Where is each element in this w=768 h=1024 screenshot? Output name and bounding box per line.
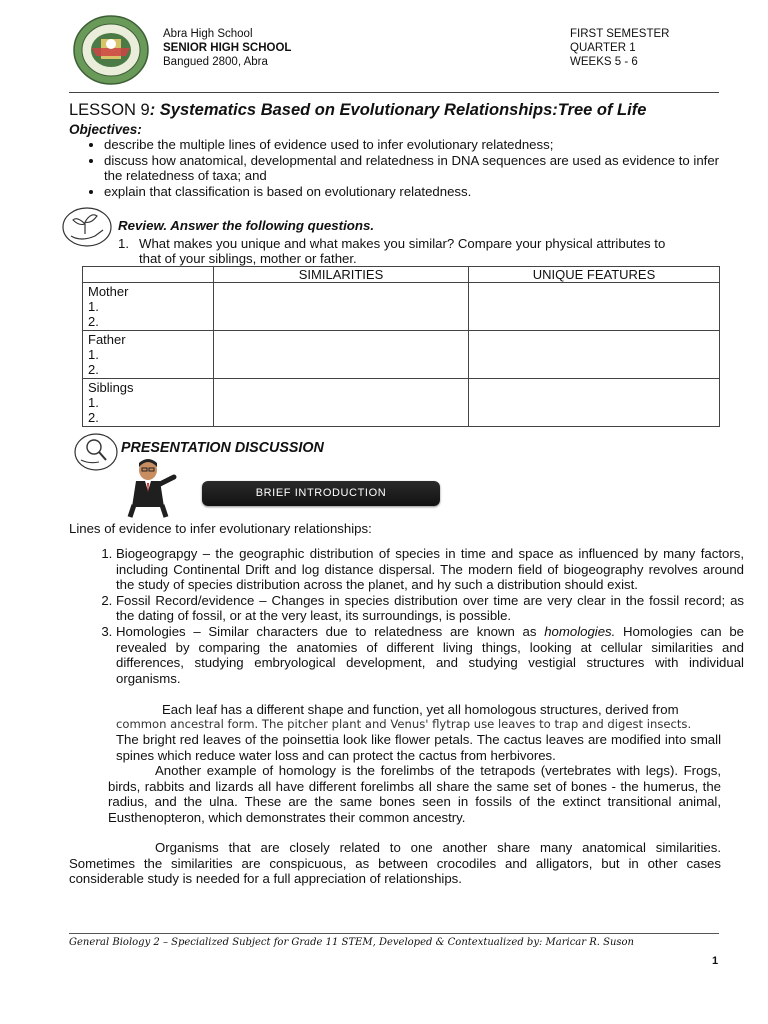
seedling-hand-icon xyxy=(61,206,113,248)
row-number: 1. xyxy=(88,299,99,314)
row-number: 2. xyxy=(88,314,99,329)
presentation-heading: PRESENTATION DISCUSSION xyxy=(121,440,324,456)
objectives-heading: Objectives: xyxy=(69,122,142,137)
forelimb-paragraph: Another example of homology is the forelimbs of the tetrapods (vertebrates with legs). Frogs, birds, rabbits and lizards all have different forelimbs all share the same set of bones - the humerus, the radius, and the ulna. These are the same bones seen in fossils of the extinct transitional animal, Eusthenopteron, which demonstrates their common ancestry. xyxy=(108,763,721,825)
table-header-row xyxy=(83,267,720,283)
magnifier-hand-icon xyxy=(73,432,119,472)
answer-cell[interactable] xyxy=(214,283,469,331)
table-row-label xyxy=(83,331,214,379)
page-number: 1 xyxy=(712,955,719,967)
school-block xyxy=(163,27,291,69)
footer-divider xyxy=(69,933,719,934)
table-header-empty xyxy=(83,267,214,283)
leaf-paragraph-rest: The bright red leaves of the poinsettia look like flower petals. The cactus leaves are modified into small spines which reduce water loss and can protect the cactus from herbivores. xyxy=(116,732,721,763)
comparison-table xyxy=(82,266,720,427)
row-number: 2. xyxy=(88,362,99,377)
school-name: Abra High School xyxy=(163,28,253,40)
brief-introduction-banner: BRIEF INTRODUCTION xyxy=(202,481,440,506)
weeks-label: WEEKS 5 - 6 xyxy=(570,56,638,68)
school-division: SENIOR HIGH SCHOOL xyxy=(163,42,292,54)
answer-cell[interactable] xyxy=(469,283,720,331)
teacher-character-icon xyxy=(118,457,178,519)
table-header-similarities: SIMILARITIES xyxy=(214,267,469,283)
table-row xyxy=(83,283,720,331)
review-question-line2: that of your siblings, mother or father. xyxy=(139,251,357,266)
row-number: 2. xyxy=(88,410,99,425)
row-number: 1. xyxy=(88,395,99,410)
review-heading: Review. Answer the following questions. xyxy=(118,218,375,233)
lesson-title xyxy=(69,101,646,120)
evidence-item: 1. Biogeograpgy – the geographic distribution of species in time and space as influenced by many factors, including Continental Drift and log distance dispersal. The modern field of biogeography revolves around the study of species distribution across the planet, and hy such a distribution should exist. xyxy=(116,546,744,593)
objective-item: • discuss how anatomical, developmental and relatedness in DNA sequences are used as evidence to infer the relatedness of taxa; and xyxy=(104,153,724,184)
evidence-intro: Lines of evidence to infer evolutionary relationships: xyxy=(69,521,372,536)
evidence-item: 2. Fossil Record/evidence – Changes in species distribution over time are very clear in the fossil record; as the dating of fossil, or at the very least, its surroundings, is possible. xyxy=(116,593,744,624)
objective-item: • describe the multiple lines of evidence used to infer evolutionary relatedness; xyxy=(104,137,724,153)
row-label-mother: Mother xyxy=(88,284,129,299)
review-question-line1: What makes you unique and what makes you similar? Compare your physical attributes to xyxy=(139,236,666,251)
header-divider xyxy=(69,92,719,93)
table-header-unique: UNIQUE FEATURES xyxy=(469,267,720,283)
answer-cell[interactable] xyxy=(469,379,720,427)
answer-cell[interactable] xyxy=(214,331,469,379)
table-row xyxy=(83,379,720,427)
evidence-item xyxy=(116,624,744,686)
footer-credit: General Biology 2 – Specialized Subject for Grade 11 STEM, Developed & Contextualized by: Maricar R. Suson xyxy=(69,937,634,948)
answer-cell[interactable] xyxy=(214,379,469,427)
school-address: Bangued 2800, Abra xyxy=(163,56,268,68)
semester-label: FIRST SEMESTER xyxy=(570,28,670,40)
row-label-father: Father xyxy=(88,332,126,347)
closing-paragraph: Organisms that are closely related to one another share many anatomical similarities. Sometimes the similarities are conspicuous, as between crocodiles and alligators, but in other cases considerable study is needed for a full appreciation of relationships. xyxy=(69,840,721,887)
row-label-siblings: Siblings xyxy=(88,380,134,395)
table-row-label xyxy=(83,283,214,331)
item-text: Homologies can be revealed by comparing the anatomies of different living things, looking at cellular similarities and differences, studying embryological development, and studying vestigial structures with individual organisms. xyxy=(116,623,744,686)
leaf-paragraph-line2: common ancestral form. The pitcher plant and Venus' flytrap use leaves to trap and digest insects. xyxy=(116,717,692,731)
school-seal-icon xyxy=(72,14,150,86)
objectives-list xyxy=(88,137,724,199)
item-text: Homologies – Similar characters due to relatedness are known as xyxy=(116,623,545,639)
lesson-name: : Systematics Based on Evolutionary Relationships:Tree of Life xyxy=(149,101,647,119)
table-row xyxy=(83,331,720,379)
review-question-number: 1. xyxy=(118,236,129,251)
lesson-label: LESSON 9 xyxy=(69,101,150,119)
quarter-label: QUARTER 1 xyxy=(570,42,636,54)
term-block xyxy=(570,27,669,69)
evidence-list xyxy=(93,546,744,686)
row-number: 1. xyxy=(88,347,99,362)
table-row-label xyxy=(83,379,214,427)
leaf-paragraph-line1: Each leaf has a different shape and function, yet all homologous structures, derived from xyxy=(162,702,679,717)
objective-item: • explain that classification is based on evolutionary relatedness. xyxy=(104,184,724,200)
item-term: homologies. xyxy=(544,623,616,639)
answer-cell[interactable] xyxy=(469,331,720,379)
